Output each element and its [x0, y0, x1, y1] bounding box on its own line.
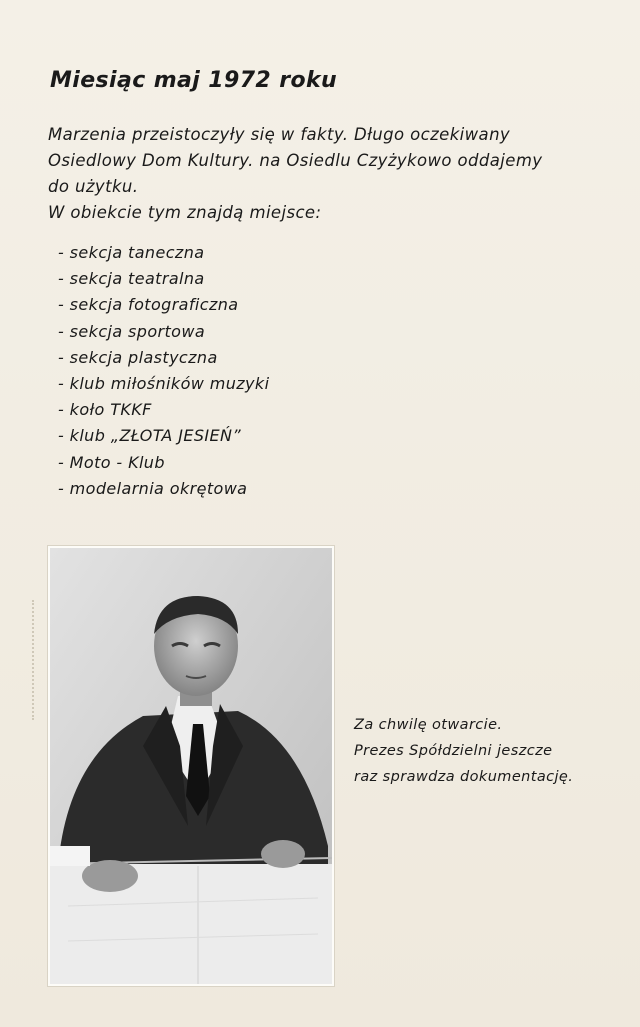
caption-line: raz sprawdza dokumentację.	[354, 769, 574, 785]
list-item: - sekcja sportowa	[58, 319, 269, 345]
list-item: - modelarnia okrętowa	[58, 476, 269, 502]
list-item: - sekcja plastyczna	[58, 345, 269, 371]
sections-list	[58, 240, 269, 502]
intro-text	[48, 122, 608, 226]
photo-man-at-desk	[48, 546, 334, 986]
list-item: - klub „ZŁOTA JESIEŃ”	[58, 423, 269, 449]
intro-line: do użytku.	[48, 177, 139, 196]
intro-line: Marzenia przeistoczyły się w fakty. Długo oczekiwany	[48, 125, 511, 144]
caption-line: Prezes Spółdzielni jeszcze	[354, 743, 553, 759]
page-edge-perforation	[32, 600, 48, 720]
intro-line: W obiekcie tym znajdą miejsce:	[48, 203, 322, 222]
page-title: Miesiąc maj 1972 roku	[50, 68, 338, 93]
photo-caption	[354, 712, 624, 790]
photograph	[48, 546, 334, 986]
caption-line: Za chwilę otwarcie.	[354, 717, 503, 733]
list-item: - klub miłośników muzyki	[58, 371, 269, 397]
intro-line: Osiedlowy Dom Kultury. na Osiedlu Czyżykowo oddajemy	[48, 151, 543, 170]
list-item: - Moto - Klub	[58, 450, 269, 476]
list-item: - sekcja taneczna	[58, 240, 269, 266]
list-item: - sekcja teatralna	[58, 266, 269, 292]
list-item: - sekcja fotograficzna	[58, 292, 269, 318]
list-item: - koło TKKF	[58, 397, 269, 423]
